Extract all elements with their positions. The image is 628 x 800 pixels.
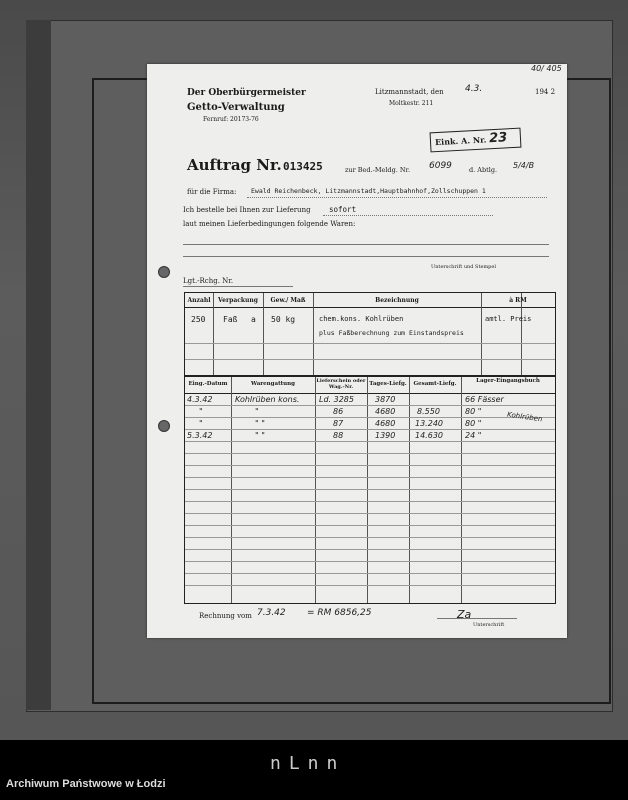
delivery-col-divider <box>231 377 232 603</box>
delivery-total: 8.550 <box>417 407 440 416</box>
delivery-header-rule <box>185 393 555 394</box>
firm-value: Ewald Reichenbeck, Litzmannstadt,Hauptbahnhof,Zollschuppen 1 <box>251 187 486 195</box>
delivery-day: 4680 <box>375 419 396 428</box>
delivery-book: 80 " <box>465 407 482 416</box>
goods-col-divider <box>313 293 314 375</box>
goods-header-rule <box>185 307 555 308</box>
ref-label: zur Bed.-Meldg. Nr. <box>345 166 411 174</box>
date-value: 4.3. <box>465 84 483 94</box>
delivery-book: 80 " <box>465 419 482 428</box>
signature-caption: Unterschrift und Stempel <box>431 264 496 270</box>
street: Moltkestr. 211 <box>389 100 434 107</box>
delivery-row-rule <box>185 513 555 514</box>
delivery-goods: Kohlrüben kons. <box>235 395 300 404</box>
goods-col-divider <box>263 293 264 375</box>
delivery-goods: " <box>255 407 259 416</box>
delivery-row-rule <box>185 537 555 538</box>
goods-header-packaging: Verpackung <box>218 297 258 304</box>
goods-row-rule <box>185 343 555 344</box>
stamp-label: Eink. A. Nr. <box>434 134 487 148</box>
initials: Za <box>457 608 472 621</box>
delivery-day: 4680 <box>375 407 396 416</box>
invoice-label: Lgt.-Rchg. Nr. <box>183 277 234 285</box>
goods-packaging: Faß <box>223 315 238 324</box>
delivery-value: sofort <box>329 205 357 214</box>
delivery-note: 86 <box>333 407 344 416</box>
delivery-line <box>323 215 493 216</box>
delivery-row-rule <box>185 465 555 466</box>
delivery-header-day: Tages-Liefg. <box>369 381 407 387</box>
receipt-stamp <box>430 128 522 153</box>
delivery-col-divider <box>409 377 410 603</box>
delivery-day: 1390 <box>375 431 396 440</box>
delivery-header-book: Lager-Eingangsbuch <box>476 378 540 384</box>
delivery-total: 13.240 <box>415 419 443 428</box>
delivery-col-divider <box>461 377 462 603</box>
order-number: 013425 <box>283 160 323 173</box>
goods-header-description: Bezeichnung <box>375 297 419 304</box>
delivery-row-rule <box>185 405 555 406</box>
delivery-date: " <box>199 407 203 416</box>
delivery-note: Ld. 3285 <box>319 395 354 404</box>
margin-note: Kohlrüben <box>506 410 543 424</box>
delivery-row-rule <box>185 549 555 550</box>
delivery-day: 3870 <box>375 395 396 404</box>
goods-description-1: chem.kons. Kohlrüben <box>319 315 404 323</box>
delivery-header-goods: Warengattung <box>251 381 295 387</box>
firm-label: für die Firma: <box>187 188 237 196</box>
ref-number: 6099 <box>429 161 452 171</box>
goods-measure: 50 kg <box>271 315 296 324</box>
delivery-note: 87 <box>333 419 344 428</box>
delivery-row-rule <box>185 501 555 502</box>
delivery-header-note: Lieferschein oder Wag.-Nr. <box>316 378 366 390</box>
delivery-row-rule <box>185 429 555 430</box>
footer-signature-caption: Unterschrift <box>473 622 505 628</box>
goods-col-divider <box>213 293 214 375</box>
archive-name: Archiwum Państwowe w Łodzi <box>6 778 166 790</box>
delivery-row-rule <box>185 417 555 418</box>
goods-col-divider <box>481 293 482 375</box>
delivery-row-rule <box>185 441 555 442</box>
stamp-number: 23 <box>488 130 508 147</box>
goods-row-rule <box>185 359 555 360</box>
delivery-label: Ich bestelle bei Ihnen zur Lieferung <box>183 206 311 214</box>
frame-code: nLnn <box>270 753 346 774</box>
delivery-row-rule <box>185 561 555 562</box>
blank-line-2 <box>183 256 549 257</box>
delivery-book: 24 " <box>465 431 482 440</box>
dept-label: d. Abtlg. <box>469 166 498 174</box>
authority: Der Oberbürgermeister <box>187 88 306 98</box>
delivery-date: 4.3.42 <box>187 395 213 404</box>
office: Getto-Verwaltung <box>187 102 285 113</box>
delivery-header-date: Eing.-Datum <box>188 381 228 387</box>
delivery-total: 14.630 <box>415 431 443 440</box>
dept-value: 5/4/B <box>513 161 535 170</box>
invoice-amount: = RM 6856,25 <box>307 608 372 618</box>
goods-table <box>184 292 556 376</box>
order-title: Auftrag Nr. <box>187 156 282 174</box>
delivery-row-rule <box>185 525 555 526</box>
corner-note: 40/ 405 <box>531 64 562 73</box>
punch-hole <box>158 266 170 278</box>
folder-edge <box>26 20 51 710</box>
delivery-goods: " " <box>255 431 265 440</box>
order-form <box>147 64 567 638</box>
delivery-book: 66 Fässer <box>465 395 504 404</box>
delivery-row-rule <box>185 453 555 454</box>
goods-qty: 250 <box>191 315 206 324</box>
signature-line <box>437 618 517 619</box>
delivery-table <box>184 376 556 604</box>
blank-line-1 <box>183 244 549 245</box>
goods-header-measure: Gew./ Maß <box>270 297 306 304</box>
goods-description-2: plus Faßberechnung zum Einstandspreis <box>319 329 464 337</box>
delivery-note: 88 <box>333 431 344 440</box>
delivery-date: " <box>199 419 203 428</box>
delivery-goods: " " <box>255 419 265 428</box>
invoice-line <box>183 286 293 287</box>
firm-line <box>247 197 547 198</box>
delivery-date: 5.3.42 <box>187 431 213 440</box>
delivery-col-divider <box>315 377 316 603</box>
delivery-row-rule <box>185 489 555 490</box>
goods-header-price: à RM <box>509 297 527 304</box>
goods-unit: a <box>251 315 256 324</box>
phone: Fernruf: 20173-76 <box>203 116 259 123</box>
goods-header-qty: Anzahl <box>187 297 211 304</box>
goods-col-divider <box>521 293 522 375</box>
delivery-header-total: Gesamt-Liefg. <box>413 381 457 387</box>
conditions: laut meinen Lieferbedingungen folgende Waren: <box>183 220 356 228</box>
delivery-row-rule <box>185 477 555 478</box>
place-date-label: Litzmannstadt, den <box>375 88 444 96</box>
invoice-from-label: Rechnung vom <box>199 612 252 620</box>
year: 194 2 <box>535 88 556 96</box>
invoice-date: 7.3.42 <box>257 608 286 618</box>
punch-hole <box>158 420 170 432</box>
goods-price: amtl. Preis <box>485 315 532 323</box>
delivery-col-divider <box>367 377 368 603</box>
delivery-row-rule <box>185 585 555 586</box>
delivery-row-rule <box>185 573 555 574</box>
